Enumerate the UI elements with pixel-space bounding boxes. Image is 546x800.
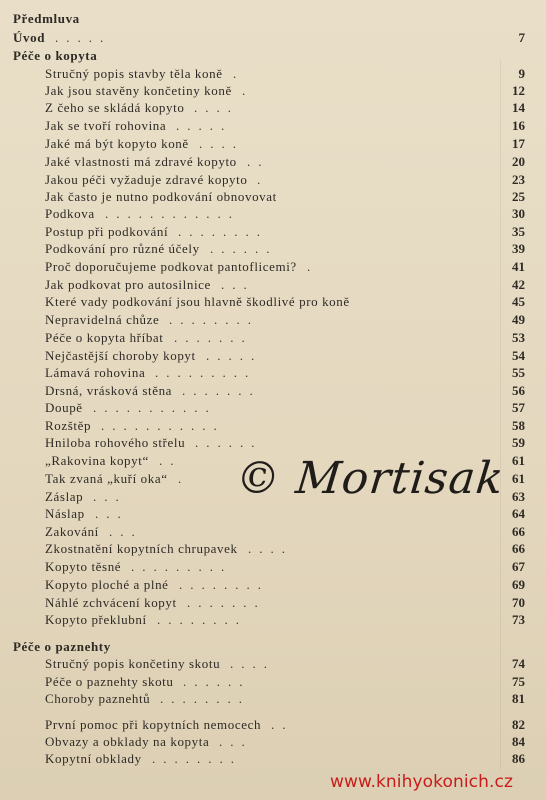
- toc-page-number: 67: [512, 559, 525, 574]
- toc-entry: [0, 153, 546, 171]
- leader-dots: .......: [174, 330, 253, 345]
- toc-entry-title: Nepravidelná chůze: [45, 312, 160, 327]
- toc-page-number: 66: [512, 541, 525, 556]
- toc-entry: [0, 733, 546, 751]
- toc-entry-title: Péče o paznehty skotu: [45, 674, 174, 689]
- leader-dots: ..: [271, 717, 294, 732]
- leader-dots: ....: [230, 656, 275, 671]
- toc-entry-title: Jak jsou stavěny končetiny koně: [45, 83, 232, 98]
- toc-entry-title: Kopyto těsné: [45, 559, 122, 574]
- toc-entry: [0, 311, 546, 329]
- toc-page-number: 30: [512, 206, 525, 221]
- toc-entry-title: Podkova: [45, 206, 95, 221]
- leader-dots: ........: [179, 577, 269, 592]
- toc-page-number: 35: [512, 224, 525, 239]
- toc-page-number: 54: [512, 348, 525, 363]
- toc-page-number: 12: [512, 83, 525, 98]
- toc-page-number: 63: [512, 489, 525, 504]
- toc-entry: [0, 258, 546, 276]
- toc-entry: [0, 10, 546, 28]
- toc-entry: [0, 205, 546, 223]
- toc-page-number: 16: [512, 118, 525, 133]
- toc-page-number: 70: [512, 595, 525, 610]
- toc-entry: [0, 594, 546, 612]
- toc-page-number: 39: [512, 241, 525, 256]
- toc-entry: [0, 347, 546, 365]
- toc-page-number: 55: [512, 365, 525, 380]
- toc-page-number: 82: [512, 717, 525, 732]
- toc-entry: [0, 382, 546, 400]
- toc-page-number: 57: [512, 400, 525, 415]
- toc-entry-title: Obvazy a obklady na kopyta: [45, 734, 210, 749]
- toc-page-number: 69: [512, 577, 525, 592]
- toc-entry-title: Péče o kopyta hříbat: [45, 330, 164, 345]
- toc-page-number: 75: [512, 674, 525, 689]
- toc-entry: [0, 117, 546, 135]
- toc-entry-title: Tak zvaná „kuří oka“: [45, 471, 168, 486]
- leader-dots: ......: [195, 435, 263, 450]
- toc-page-number: 14: [512, 100, 525, 115]
- toc-entry: [0, 82, 546, 100]
- toc-entry-title: Rozštěp: [45, 418, 92, 433]
- toc-page-number: 73: [512, 612, 525, 627]
- toc-entry: [0, 364, 546, 382]
- toc-entry-title: Stručný popis stavby těla koně: [45, 66, 223, 81]
- leader-dots: .: [307, 259, 319, 274]
- toc-entry-title: Náslap: [45, 506, 85, 521]
- leader-dots: .: [242, 83, 254, 98]
- toc-entry-title: Zakování: [45, 524, 99, 539]
- leader-dots: .: [178, 471, 190, 486]
- toc-entry-title: Náhlé zchvácení kopyt: [45, 595, 177, 610]
- toc-entry-title: Jak často je nutno podkování obnovovat: [45, 189, 277, 204]
- leader-dots: .......: [182, 383, 261, 398]
- leader-dots: .....: [176, 118, 233, 133]
- toc-entry-title: Jak podkovat pro autosilnice: [45, 277, 211, 292]
- leader-dots: ........: [178, 224, 268, 239]
- watermark: © Mortisak: [233, 453, 507, 504]
- toc-entry: [0, 673, 546, 691]
- toc-page-number: 45: [512, 294, 525, 309]
- leader-dots: ............: [105, 206, 240, 221]
- toc-entry: [0, 558, 546, 576]
- toc-entry: [0, 750, 546, 768]
- leader-dots: ........: [160, 691, 250, 706]
- toc-entry: [0, 417, 546, 435]
- toc-entry-title: První pomoc při kopytních nemocech: [45, 717, 262, 732]
- toc-entry-title: Nejčastější choroby kopyt: [45, 348, 196, 363]
- toc-page-number: 41: [512, 259, 525, 274]
- leader-dots: ......: [210, 241, 278, 256]
- toc-entry: [0, 540, 546, 558]
- toc-page-number: 66: [512, 524, 525, 539]
- toc-entry: [0, 171, 546, 189]
- leader-dots: .: [233, 66, 245, 81]
- toc-entry: [0, 638, 546, 656]
- toc-entry: [0, 47, 546, 65]
- toc-entry: [0, 434, 546, 452]
- toc-entry: [0, 29, 546, 47]
- toc-page-number: 56: [512, 383, 525, 398]
- toc-entry-title: Doupě: [45, 400, 83, 415]
- toc-page-number: 81: [512, 691, 525, 706]
- toc-entry-title: Postup při podkování: [45, 224, 169, 239]
- leader-dots: ..: [247, 154, 270, 169]
- toc-entry: [0, 655, 546, 673]
- toc-entry: [0, 135, 546, 153]
- leader-dots: ...........: [93, 400, 217, 415]
- toc-entry: [0, 611, 546, 629]
- toc-entry: [0, 329, 546, 347]
- toc-page-number: 9: [518, 66, 525, 81]
- toc-entry: [0, 240, 546, 258]
- leader-dots: ...: [109, 524, 143, 539]
- leader-dots: ...: [93, 489, 127, 504]
- toc-section-title: Péče o kopyta: [13, 48, 98, 63]
- toc-page-number: 20: [512, 154, 525, 169]
- toc-entry-title: Jak se tvoří rohovina: [45, 118, 167, 133]
- toc-entry: [0, 223, 546, 241]
- toc-entry-title: Kopytní obklady: [45, 751, 142, 766]
- toc-page-number: 61: [512, 453, 525, 468]
- toc-entry: [0, 716, 546, 734]
- leader-dots: ...: [221, 277, 255, 292]
- toc-entry: [0, 523, 546, 541]
- toc-entry-title: Choroby paznehtů: [45, 691, 151, 706]
- toc-page-number: 49: [512, 312, 525, 327]
- leader-dots: ....: [199, 136, 244, 151]
- toc-page-number: 17: [512, 136, 525, 151]
- leader-dots: ......: [183, 674, 251, 689]
- toc-page-number: 86: [512, 751, 525, 766]
- toc-entry-title: Kopyto ploché a plné: [45, 577, 169, 592]
- toc-entry-title: „Rakovina kopyt“: [45, 453, 149, 468]
- toc-entry-title: Které vady podkování jsou hlavně škodlivé pro koně: [45, 294, 350, 309]
- toc-entry: [0, 276, 546, 294]
- toc-page-number: 84: [512, 734, 525, 749]
- toc-page-number: 58: [512, 418, 525, 433]
- toc-entry-title: Drsná, vrásková stěna: [45, 383, 173, 398]
- leader-dots: ...: [219, 734, 253, 749]
- leader-dots: .........: [155, 365, 257, 380]
- toc-entry: [0, 99, 546, 117]
- toc-page-number: 7: [518, 30, 525, 45]
- toc-entry: [0, 188, 546, 206]
- website-url: www.knihyokonich.cz: [330, 772, 513, 792]
- leader-dots: .....: [206, 348, 263, 363]
- toc-page-number: 53: [512, 330, 525, 345]
- toc-page-number: 61: [512, 471, 525, 486]
- toc-page-number: 42: [512, 277, 525, 292]
- toc-entry-title: Lámavá rohovina: [45, 365, 146, 380]
- leader-dots: ........: [157, 612, 247, 627]
- toc-entry-title: Zkostnatění kopytních chrupavek: [45, 541, 238, 556]
- toc-entry-title: Jakou péči vyžaduje zdravé kopyto: [45, 172, 248, 187]
- toc-entry: [0, 690, 546, 708]
- leader-dots: ........: [152, 751, 242, 766]
- toc-page-number: 25: [512, 189, 525, 204]
- toc-entry-title: Proč doporučujeme podkovat pantoflicemi?: [45, 259, 297, 274]
- leader-dots: .........: [131, 559, 233, 574]
- toc-page-number: 64: [512, 506, 525, 521]
- toc-entry-title: Stručný popis končetiny skotu: [45, 656, 221, 671]
- toc-entry: [0, 399, 546, 417]
- toc-entry: [0, 65, 546, 83]
- toc-entry-title: Z čeho se skládá kopyto: [45, 100, 185, 115]
- toc-page-number: 74: [512, 656, 525, 671]
- leader-dots: ...: [95, 506, 129, 521]
- leader-dots: .......: [187, 595, 266, 610]
- toc-entry-title: Hniloba rohového střelu: [45, 435, 186, 450]
- toc-entry: [0, 505, 546, 523]
- toc-entry-title: Podkování pro různé účely: [45, 241, 200, 256]
- leader-dots: ........: [169, 312, 259, 327]
- toc-page-number: 59: [512, 435, 525, 450]
- toc-section-title: Předmluva: [13, 11, 80, 26]
- toc-section-title: Péče o paznehty: [13, 639, 111, 654]
- leader-dots: .: [257, 172, 269, 187]
- leader-dots: ...........: [101, 418, 225, 433]
- toc-entry-title: Záslap: [45, 489, 84, 504]
- toc-entry-title: Kopyto překlubní: [45, 612, 147, 627]
- toc-entry: [0, 293, 546, 311]
- toc-entry-title: Jaké má být kopyto koně: [45, 136, 189, 151]
- toc-section-title: Úvod: [13, 30, 46, 45]
- leader-dots: ....: [194, 100, 239, 115]
- toc-page-number: 23: [512, 172, 525, 187]
- leader-dots: ....: [248, 541, 293, 556]
- toc-entry-title: Jaké vlastnosti má zdravé kopyto: [45, 154, 237, 169]
- toc-entry: [0, 576, 546, 594]
- leader-dots: .....: [55, 30, 112, 45]
- leader-dots: ..: [159, 453, 182, 468]
